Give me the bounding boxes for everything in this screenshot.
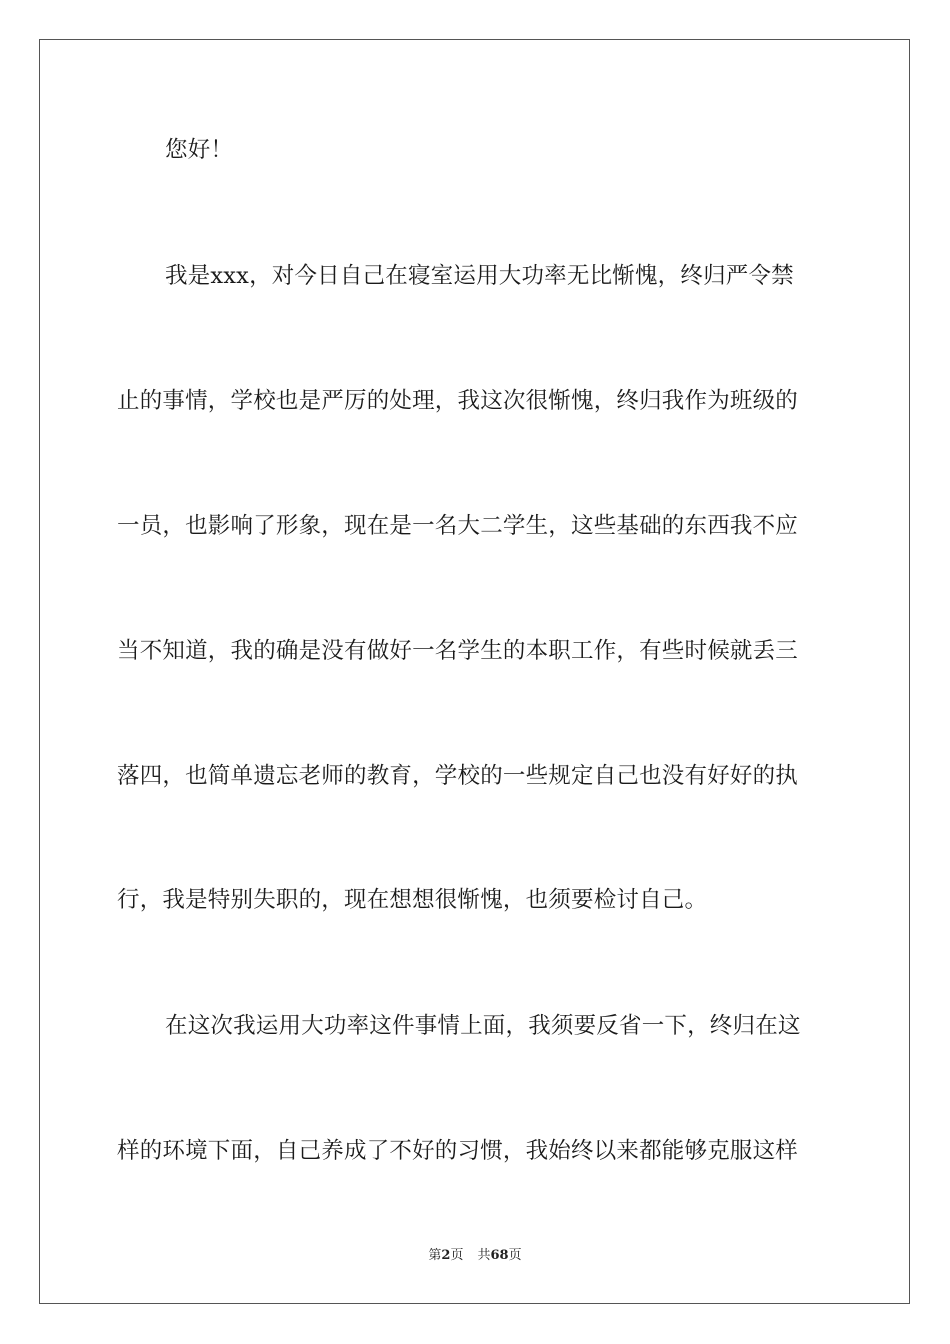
page-footer: [0, 1248, 950, 1264]
paragraph-line: 一员，也影响了形象，现在是一名大二学生，这些基础的东西我不应: [117, 513, 799, 539]
paragraph-line: 落四，也简单遗忘老师的教育，学校的一些规定自己也没有好好的执: [117, 763, 799, 789]
paragraph-line: 我是xxx，对今日自己在寝室运用大功率无比惭愧，终归严令禁: [165, 263, 794, 289]
paragraph-line: 在这次我运用大功率这件事情上面，我须要反省一下，终归在这: [165, 1013, 801, 1039]
page-border: [39, 39, 910, 1304]
page-number: 2: [441, 1248, 451, 1263]
page-suffix: 页: [450, 1248, 464, 1263]
paragraph-line: 样的环境下面，自己养成了不好的习惯，我始终以来都能够克服这样: [117, 1138, 799, 1164]
total-prefix: 共: [477, 1248, 491, 1263]
paragraph-line: 止的事情，学校也是严厉的处理，我这次很惭愧，终归我作为班级的: [117, 388, 799, 414]
paragraph-line: 行，我是特别失职的，现在想想很惭愧，也须要检讨自己。: [117, 887, 708, 913]
total-suffix: 页: [508, 1248, 522, 1263]
page-prefix: 第: [428, 1248, 442, 1263]
paragraph-line: 当不知道，我的确是没有做好一名学生的本职工作，有些时候就丢三: [117, 638, 799, 664]
total-pages: 68: [490, 1248, 509, 1263]
salutation-line: 您好！: [165, 137, 234, 163]
